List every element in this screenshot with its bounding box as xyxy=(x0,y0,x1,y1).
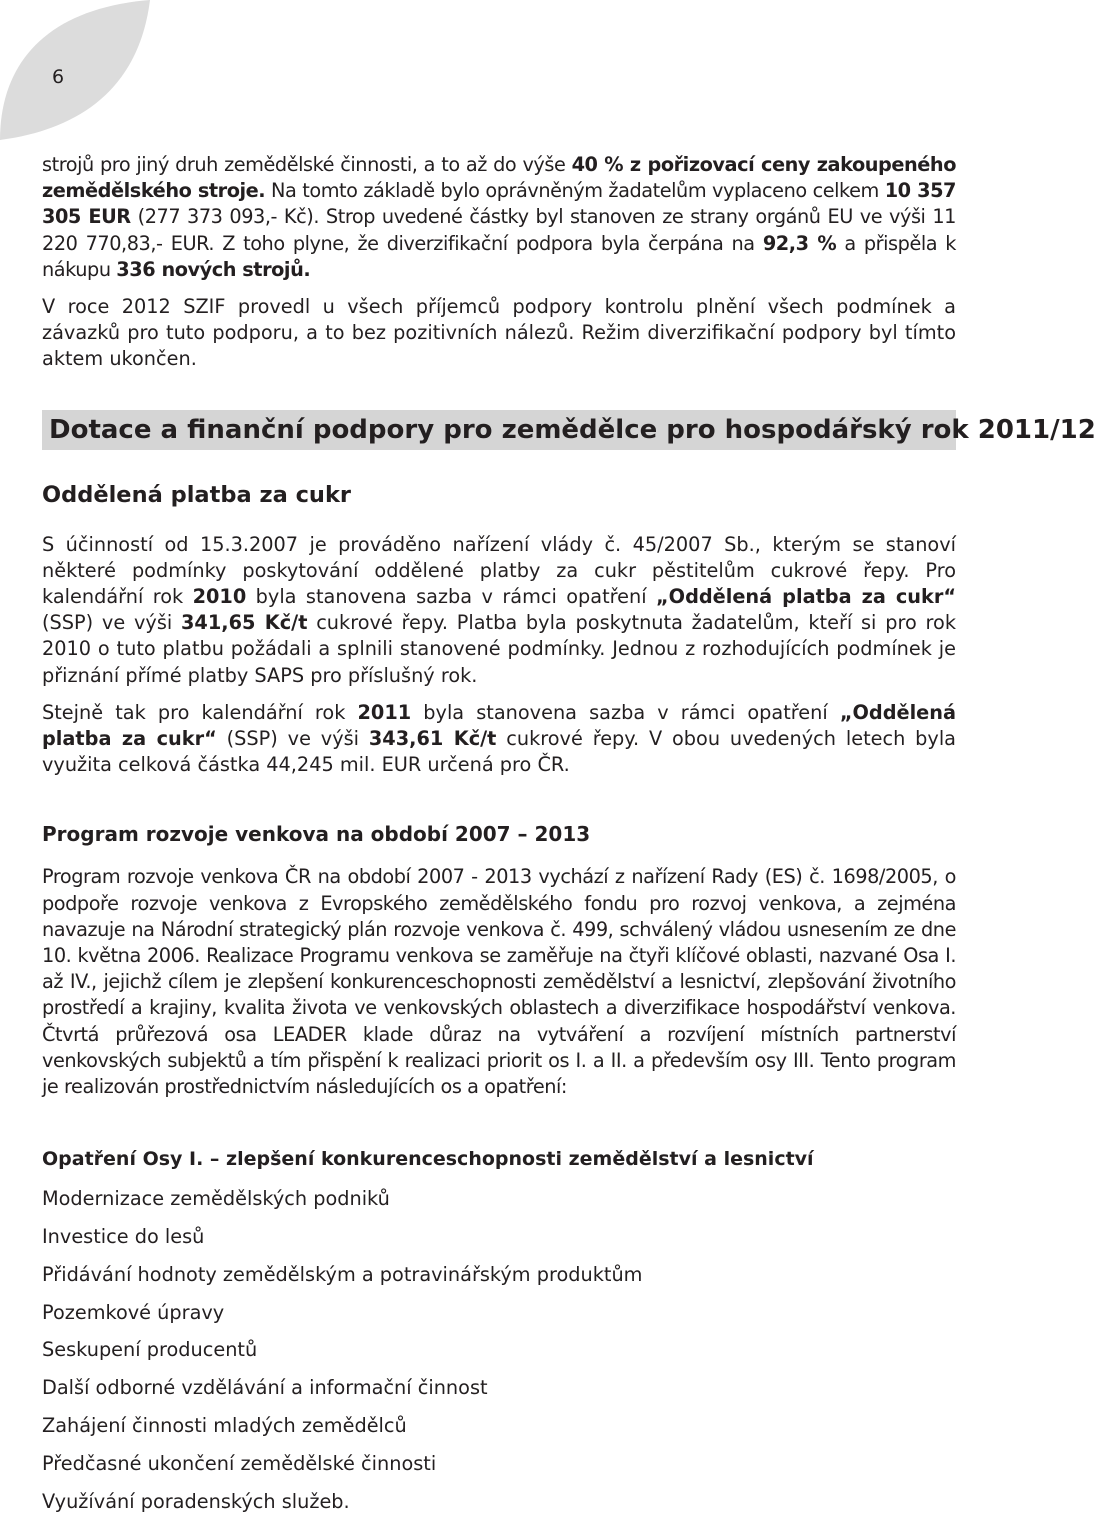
bold-run: 336 nových strojů. xyxy=(116,257,311,281)
axis-one-heading: Opatření Osy I. – zlepšení konkurenceschopnosti zemědělství a lesnictví xyxy=(42,1148,814,1171)
bold-run: 2011 xyxy=(357,700,412,724)
page-number: 6 xyxy=(52,66,65,88)
text-run: S účinností od 15.3.2007 je prováděno nařízení vlády č. 45/2007 Sb., kterým se stanoví některé podmínky poskytování oddělené platby za cukr pěstitelům cukrové řepy. Pro kalendářní rok xyxy=(42,532,956,609)
text-run: strojů pro jiný druh zemědělské činnosti, a to až do výše xyxy=(42,153,572,176)
rural-program-heading: Program rozvoje venkova na období 2007 – 2013 xyxy=(42,822,591,847)
text-run: (SSP) ve výši xyxy=(216,727,369,751)
list-item: Zahájení činnosti mladých zemědělců xyxy=(42,1414,407,1438)
control-paragraph: V roce 2012 SZIF provedl u všech příjemců podpory kontrolu plnění všech podmínek a závazků pro tuto podporu, a to bez pozitivních nálezů. Režim diverzifikační podpory byl tímto aktem ukončen. xyxy=(42,295,956,371)
bold-run: 40 % z pořizovací ceny zakoupeného zemědělského stroje. xyxy=(42,153,956,203)
text-run: byla stanovena sazba v rámci opatření xyxy=(411,700,840,724)
list-item: Využívání poradenských služeb. xyxy=(42,1489,350,1513)
bold-run: 2010 xyxy=(192,585,247,609)
bold-run: 92,3 % xyxy=(762,231,837,255)
text-run: a přispěla k nákupu xyxy=(42,231,956,281)
bold-run: 343,61 Kč/t xyxy=(368,727,497,751)
axis-one-measures-list xyxy=(42,1186,956,1526)
bold-run: 341,65 Kč/t xyxy=(181,611,308,635)
text-run: cukrové řepy. V obou uvedených letech byla využita celková částka 44,245 mil. EUR určená pro ČR. xyxy=(42,727,957,777)
list-item: Seskupení producentů xyxy=(42,1338,258,1362)
text-run: (SSP) ve výši xyxy=(42,611,182,635)
text-run: byla stanovena sazba v rámci opatření xyxy=(246,585,656,609)
text-run: Stejně tak pro kalendářní rok xyxy=(42,700,358,724)
list-item: Modernizace zemědělských podniků xyxy=(42,1187,390,1211)
text-run: cukrové řepy. Platba byla poskytnuta žadatelům, kteří si pro rok 2010 o tuto platbu požádali a splnili stanovené podmínky. Jednou z rozhodujících podmínek je přiznání přímé platby SAPS pro příslušný rok. xyxy=(42,611,956,687)
sugar-paragraph-2010 xyxy=(42,532,956,689)
list-item: Přidávání hodnoty zemědělským a potravinářským produktům xyxy=(42,1262,643,1286)
bold-run: 10 357 305 EUR xyxy=(42,179,956,229)
list-item: Investice do lesů xyxy=(42,1225,205,1249)
list-item: Pozemkové úpravy xyxy=(42,1300,225,1324)
list-item: Předčasné ukončení zemědělské činnosti xyxy=(42,1451,437,1475)
text-run: Na tomto základě bylo oprávněným žadatelům vyplaceno celkem xyxy=(265,179,885,203)
diversification-paragraph xyxy=(42,152,956,283)
page-corner-decoration xyxy=(0,0,160,140)
page-content xyxy=(42,152,1096,1526)
text-run: (277 373 093,- Kč). Strop uvedené částky byl stanoven ze strany orgánů EU ve výši 11 220 770,83,- EUR. Z toho plyne, že diverzifikační podpora byla čerpána na xyxy=(42,205,956,255)
bold-run: „Oddělená platba za cukr“ xyxy=(656,585,956,609)
sugar-payment-heading: Oddělená platba za cukr xyxy=(42,481,352,508)
list-item: Další odborné vzdělávání a informační činnost xyxy=(42,1376,488,1400)
rural-program-paragraph: Program rozvoje venkova ČR na období 2007 - 2013 vychází z nařízení Rady (ES) č. 1698/2005, o podpoře rozvoje venkova z Evropského zemědělského fondu pro rozvoj venkova, a zejména navazuje na Národní strategický plán rozvoje venkova č. 499, schválený vládou usnesením ze dne 10. května 2006. Realizace Programu venkova se zaměřuje na čtyři klíčové oblasti, nazvané Osa I. až IV., jejichž cílem je zlepšení konkurenceschopnosti zemědělství a lesnictví, zlepšování životního prostředí a krajiny, kvalita života ve venkovských oblastech a diverzifikace hospodářství venkova. Čtvrtá průřezová osa LEADER klade důraz na vytváření a rozvíjení místních partnerství venkovských subjektů a tím přispění k realizaci priorit os I. a II. a především osy III. Tento program je realizován prostřednictvím následujících os a opatření: xyxy=(42,865,956,1099)
bold-run: „Oddělená platba za cukr“ xyxy=(42,700,956,751)
sugar-paragraph-2011 xyxy=(42,700,956,779)
section-banner-title: Dotace a finanční podpory pro zemědělce pro hospodářský rok 2011/12 xyxy=(42,410,956,450)
